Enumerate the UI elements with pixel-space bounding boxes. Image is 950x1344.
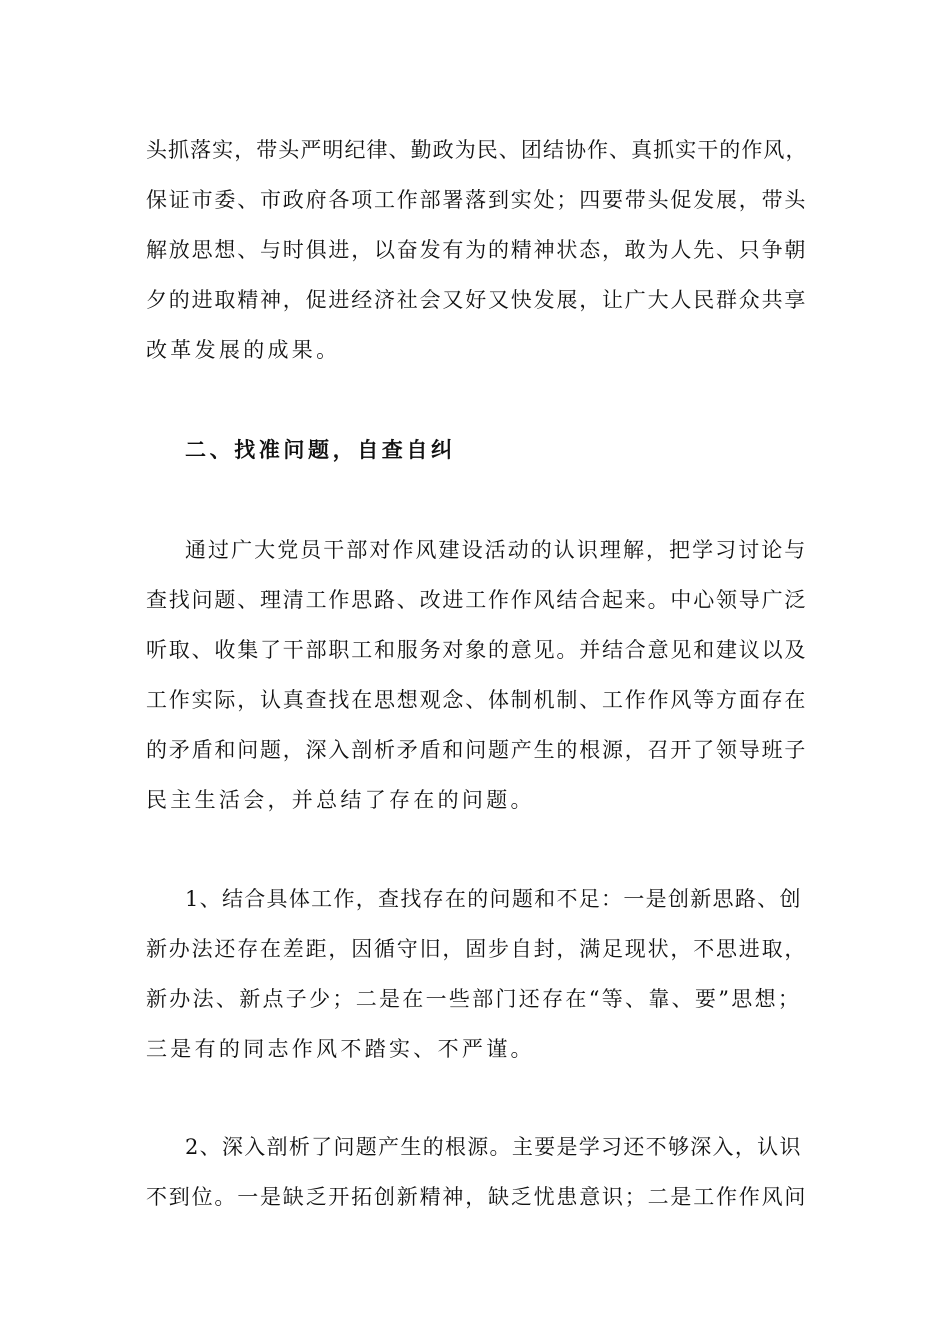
paragraph-line: 民主生活会，并总结了存在的问题。 — [146, 788, 535, 812]
paragraph-line: 新办法、新点子少；二是在一些部门还存在“等、靠、要”思想； — [146, 987, 802, 1011]
paragraph-line: 新办法还存在差距，因循守旧，固步自封，满足现状，不思进取， — [146, 937, 808, 961]
paragraph-line: 保证市委、市政府各项工作部署落到实处；四要带头促发展，带头 — [146, 188, 808, 212]
paragraph-line: 解放思想、与时俱进，以奋发有为的精神状态，敢为人先、只争朝 — [146, 238, 808, 262]
paragraph-line: 不到位。一是缺乏开拓创新精神，缺乏忧患意识；二是工作作风问 — [146, 1185, 808, 1209]
paragraph-line: 1、结合具体工作，查找存在的问题和不足：一是创新思路、创 — [185, 887, 802, 911]
paragraph-line: 头抓落实，带头严明纪律、勤政为民、团结协作、真抓实干的作风， — [146, 138, 808, 162]
paragraph-line: 工作实际，认真查找在思想观念、体制机制、工作作风等方面存在 — [146, 688, 808, 712]
paragraph-line: 的矛盾和问题，深入剖析矛盾和问题产生的根源，召开了领导班子 — [146, 738, 808, 762]
section-heading: 二、找准问题，自查自纠 — [185, 438, 456, 462]
paragraph-line: 听取、收集了干部职工和服务对象的意见。并结合意见和建议以及 — [146, 638, 808, 662]
paragraph-line: 查找问题、理清工作思路、改进工作作风结合起来。中心领导广泛 — [146, 588, 808, 612]
paragraph-line: 改革发展的成果。 — [146, 338, 341, 362]
paragraph-line: 2、深入剖析了问题产生的根源。主要是学习还不够深入，认识 — [185, 1135, 802, 1159]
paragraph-line: 三是有的同志作风不踏实、不严谨。 — [146, 1037, 535, 1061]
paragraph-line: 通过广大党员干部对作风建设活动的认识理解，把学习讨论与 — [185, 538, 808, 562]
paragraph-line: 夕的进取精神，促进经济社会又好又快发展，让广大人民群众共享 — [146, 288, 808, 312]
